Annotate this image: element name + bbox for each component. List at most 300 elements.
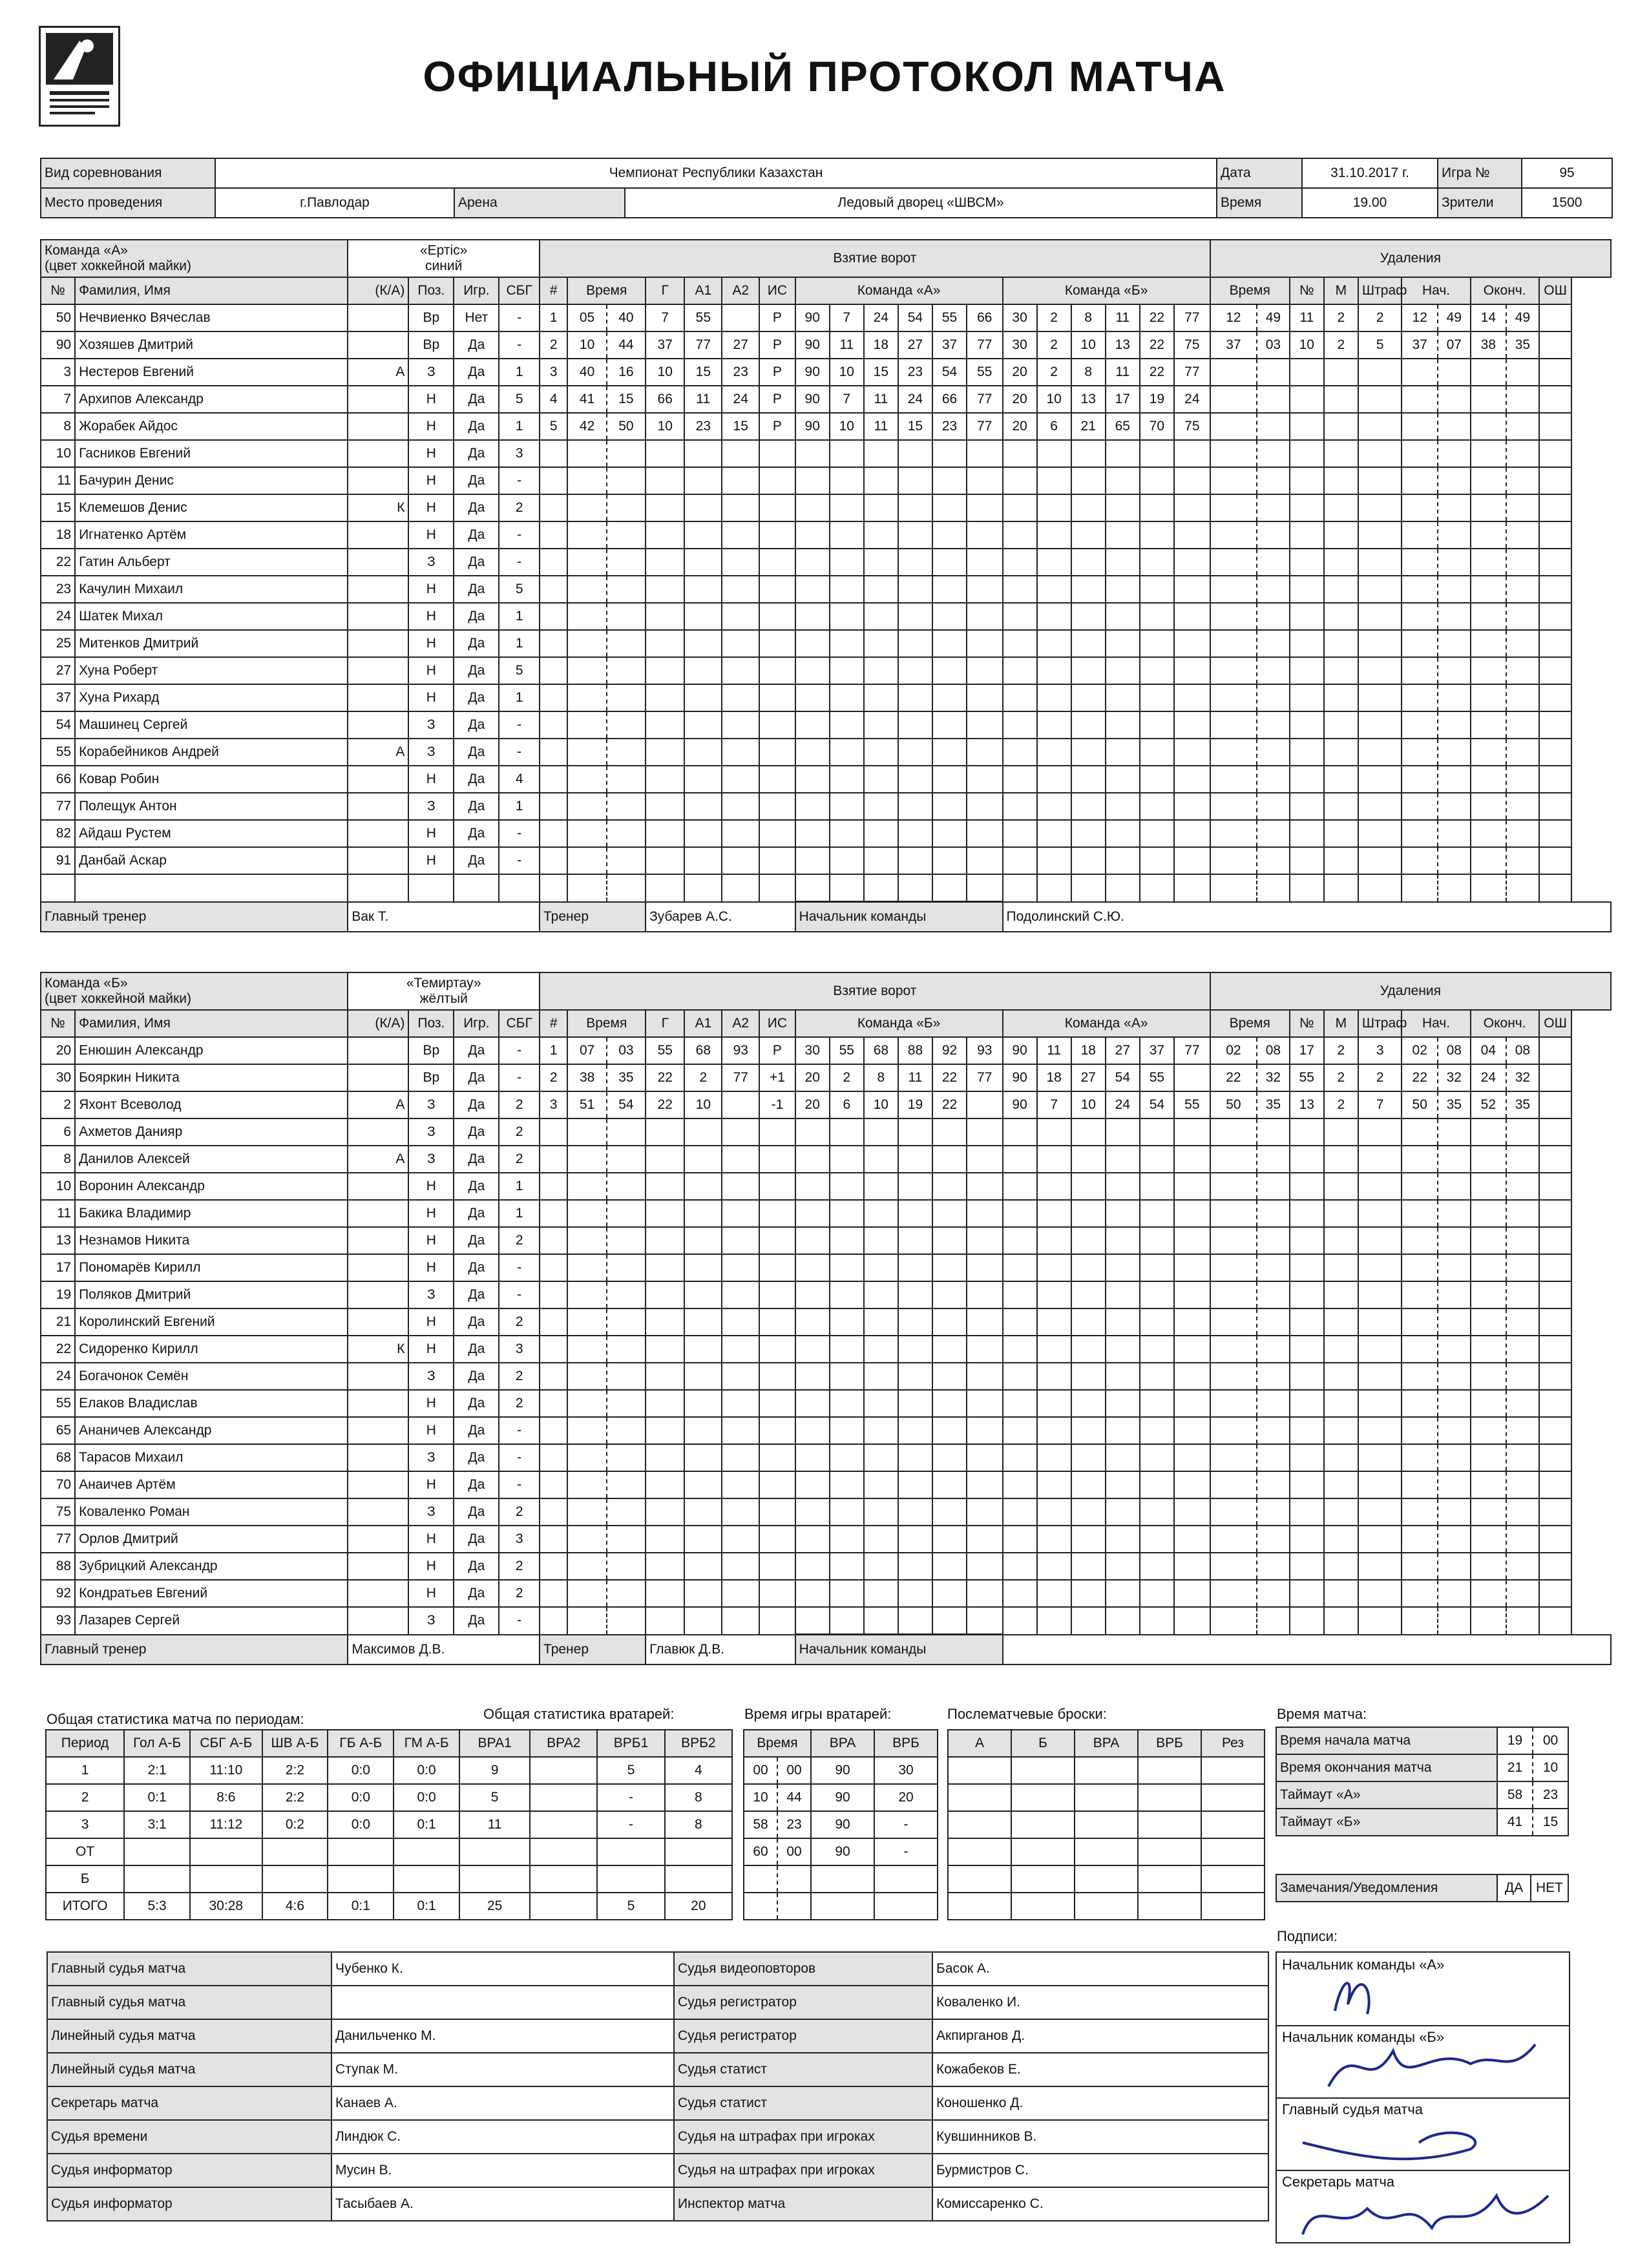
penalty-time-min [1402,576,1437,603]
on-ice-scoring-team [967,1173,1002,1200]
on-ice-scoring-team [932,1173,967,1200]
goal-situation [759,1526,795,1553]
on-ice-scoring-team [830,1146,864,1173]
on-ice-opponent [1140,1118,1174,1146]
player-number: 11 [41,1200,75,1227]
player-position: Н [408,657,454,684]
period-vra1: 25 [459,1893,530,1920]
on-ice-scoring-team [830,766,864,793]
period-sbg: 8:6 [190,1784,262,1811]
player-name: Поляков Дмитрий [75,1281,348,1308]
on-ice-scoring-team [830,1553,864,1580]
on-ice-opponent [1106,874,1140,902]
on-ice-opponent [1071,1444,1106,1471]
penalty-time-min [1210,1281,1257,1308]
goal-number: 4 [540,386,567,413]
on-ice-scoring-team [830,657,864,684]
goal-scorer [646,739,684,766]
gtime-min: 58 [744,1811,777,1838]
period-vrb2 [665,1865,732,1893]
penalty-time-sec [1257,1553,1290,1580]
period-vrb2: 8 [665,1784,732,1811]
penalty-no [1290,874,1324,902]
officials-table [47,1951,1269,2221]
player-position: Н [408,576,454,603]
on-ice-opponent: 10 [1071,1091,1106,1118]
penalty-time-sec [1506,1363,1539,1390]
goal-time-min [567,874,606,902]
penalty-pen [1358,766,1402,793]
on-ice-scoring-team [830,711,864,739]
player-row [41,1580,1611,1607]
goal-time-min [567,1173,606,1200]
on-ice-scoring-team: 30 [795,1037,830,1064]
on-ice-scoring-team: 92 [932,1037,967,1064]
period-vrb1 [597,1838,664,1865]
penalty-time-sec [1438,1444,1471,1471]
player-role [348,1444,408,1471]
goal-assist-2 [722,739,759,766]
player-position: Н [408,1336,454,1363]
on-ice-opponent: 20 [1003,386,1037,413]
penalty-pen [1358,847,1402,874]
head-coach-name: Вак Т. [348,902,540,932]
penalty-time-min [1210,1363,1257,1390]
on-ice-opponent: 27 [1071,1064,1106,1091]
on-ice-scoring-team [898,467,932,494]
match-time-min: 23 [1533,1781,1568,1809]
on-ice-scoring-team [967,1308,1002,1336]
on-ice-opponent [1037,1553,1071,1580]
on-ice-opponent: 6 [1037,413,1071,440]
player-position: Вр [408,1037,454,1064]
penalty-pen [1358,684,1402,711]
player-name: Корабейников Андрей [75,739,348,766]
player-name: Хозяшев Дмитрий [75,331,348,359]
on-ice-opponent: 30 [1003,331,1037,359]
penalty-time-min [1210,549,1257,576]
on-ice-scoring-team [864,1444,898,1471]
on-ice-scoring-team [932,1553,967,1580]
penalty-time-sec [1257,576,1290,603]
penalty-no: 10 [1290,331,1324,359]
goalie-column-header: ВРА2 [530,1730,597,1757]
penalty-time-min [1471,1308,1506,1336]
official-role: Линейный судья матча [47,2019,331,2053]
goal-assist-2 [722,603,759,630]
on-ice-scoring-team: 54 [932,359,967,386]
player-number: 66 [41,766,75,793]
player-position: Н [408,386,454,413]
penalty-m [1324,874,1358,902]
on-ice-scoring-team: 10 [830,359,864,386]
penalty-pen [1358,1390,1402,1417]
goal-number [540,793,567,820]
on-ice-scoring-team [795,820,830,847]
goal-assist-2 [722,1580,759,1607]
penalty-pen [1358,793,1402,820]
on-ice-opponent [1106,521,1140,549]
on-ice-opponent [1003,657,1037,684]
penalty-time-sec [1506,386,1539,413]
penalty-osh [1539,1281,1572,1308]
player-row [41,1498,1611,1526]
on-ice-opponent [1037,684,1071,711]
team-name-cell [348,972,540,1010]
player-shots: - [499,1281,540,1308]
penalty-m [1324,766,1358,793]
on-ice-opponent [1003,1444,1037,1471]
head-coach-name: Максимов Д.В. [348,1635,540,1664]
goal-assist-1 [684,1553,722,1580]
penalty-osh [1539,874,1572,902]
penalty-time-min [1402,1281,1437,1308]
shootout-cell [948,1757,1011,1784]
goal-scorer [646,1227,684,1254]
goal-time-sec [607,630,646,657]
venue-label: Место проведения [41,188,215,218]
on-ice-opponent [1106,494,1140,521]
penalty-no [1290,359,1324,386]
on-ice-scoring-team [864,1308,898,1336]
player-role [348,549,408,576]
official-role: Секретарь матча [47,2086,331,2120]
penalty-osh [1539,549,1572,576]
arena-label: Арена [454,188,625,218]
shootout-cell [1011,1865,1075,1893]
player-name: Ананичев Александр [75,1417,348,1444]
goal-time-sec [607,766,646,793]
on-ice-scoring-team [967,1281,1002,1308]
on-ice-scoring-team: 11 [830,331,864,359]
player-number: 30 [41,1064,75,1091]
player-role: А [348,739,408,766]
player-name: Тарасов Михаил [75,1444,348,1471]
on-ice-opponent [1003,793,1037,820]
on-ice-opponent: 13 [1106,331,1140,359]
column-header: Время [1210,277,1290,304]
player-shots: 2 [499,1146,540,1173]
on-ice-scoring-team [795,1254,830,1281]
penalty-time-sec [1506,684,1539,711]
on-ice-opponent [1003,739,1037,766]
on-ice-opponent [1140,549,1174,576]
goal-assist-1 [684,1336,722,1363]
on-ice-opponent [1003,467,1037,494]
on-ice-scoring-team [795,1173,830,1200]
penalty-pen [1358,603,1402,630]
shootout-cell [1138,1865,1201,1893]
on-ice-scoring-team: 18 [864,331,898,359]
shootout-cell [1138,1893,1201,1920]
player-role [348,576,408,603]
column-header: Штраф [1358,277,1402,304]
on-ice-opponent [1140,1227,1174,1254]
penalty-pen [1358,1308,1402,1336]
goal-situation: Р [759,413,795,440]
player-name: Полещук Антон [75,793,348,820]
on-ice-opponent [1003,1363,1037,1390]
shootout-cell [1011,1811,1075,1838]
goal-time-sec [607,1308,646,1336]
handwritten-signature [1277,1953,1569,2025]
player-shots: 3 [499,440,540,467]
on-ice-scoring-team [967,820,1002,847]
on-ice-scoring-team [898,1553,932,1580]
penalty-time-min [1471,413,1506,440]
player-name: Лазарев Сергей [75,1607,348,1635]
on-ice-scoring-team [795,1363,830,1390]
on-ice-opponent [1037,549,1071,576]
penalty-time-min [1402,359,1437,386]
on-ice-opponent [1174,1417,1210,1444]
jersey-color-label: (цвет хоккейной майки) [45,991,191,1006]
penalty-time-min [1402,386,1437,413]
penalty-time-sec [1506,576,1539,603]
gtime-vra: 90 [811,1838,874,1865]
on-ice-scoring-team [864,1173,898,1200]
period-p: 3 [46,1811,124,1838]
player-position: З [408,1498,454,1526]
goal-scorer [646,1336,684,1363]
on-ice-opponent [1106,1308,1140,1336]
period-gb [328,1865,394,1893]
penalty-time-sec [1257,1580,1290,1607]
goal-time-sec [607,1146,646,1173]
on-ice-scoring-team [898,1227,932,1254]
on-ice-scoring-team [898,549,932,576]
penalty-osh [1539,630,1572,657]
goal-assist-1: 15 [684,359,722,386]
penalty-time-sec [1506,359,1539,386]
penalty-time-sec [1438,657,1471,684]
on-ice-scoring-team [898,576,932,603]
on-ice-opponent [1140,1580,1174,1607]
on-ice-opponent [1037,1200,1071,1227]
goal-assist-1 [684,467,722,494]
penalty-pen: 7 [1358,1091,1402,1118]
player-name: Бачурин Денис [75,467,348,494]
column-header: ОШ [1539,1010,1572,1037]
player-played: Да [454,1118,499,1146]
period-vra2 [530,1784,597,1811]
gtime-sec: 23 [777,1811,811,1838]
on-ice-scoring-team [967,603,1002,630]
on-ice-opponent [1174,711,1210,739]
official-name: Коваленко И. [932,1986,1268,2019]
penalty-pen [1358,630,1402,657]
goal-time-sec [607,1173,646,1200]
player-name: Митенков Дмитрий [75,630,348,657]
goal-situation: Р [759,331,795,359]
player-played: Да [454,1471,499,1498]
penalty-osh [1539,1471,1572,1498]
penalty-pen [1358,874,1402,902]
on-ice-opponent: 77 [1174,1037,1210,1064]
on-ice-scoring-team [932,576,967,603]
on-ice-opponent [1037,467,1071,494]
penalty-time-sec [1438,630,1471,657]
period-row [46,1893,732,1920]
player-shots: 2 [499,1118,540,1146]
penalty-time-min [1210,657,1257,684]
goal-time-sec [607,1200,646,1227]
time-value: 19.00 [1302,188,1438,218]
on-ice-opponent [1003,1146,1037,1173]
goal-time-min [567,739,606,766]
goal-assist-2 [722,1118,759,1146]
penalty-m [1324,1254,1358,1281]
penalty-time-sec [1257,386,1290,413]
on-ice-scoring-team [967,1607,1002,1635]
coach-name: Зубарев А.С. [646,902,795,932]
goal-assist-2 [722,1444,759,1471]
goal-situation [759,1200,795,1227]
period-gm: 0:1 [394,1811,459,1838]
goal-assist-2: 15 [722,413,759,440]
player-role [348,304,408,331]
player-number: 21 [41,1308,75,1336]
on-ice-scoring-team [795,549,830,576]
period-goals: 5:3 [124,1893,190,1920]
official-name: Кувшинников В. [932,2120,1268,2154]
goal-situation [759,1498,795,1526]
goal-assist-2: 93 [722,1037,759,1064]
penalty-time-sec [1257,521,1290,549]
penalty-pen [1358,1118,1402,1146]
period-shv: 0:2 [262,1811,328,1838]
on-ice-opponent [1037,1417,1071,1444]
period-column-header: ГМ А-Б [394,1730,459,1757]
period-vra1 [459,1865,530,1893]
on-ice-opponent [1003,1498,1037,1526]
penalty-time-sec [1257,1363,1290,1390]
penalty-time-sec: 08 [1257,1037,1290,1064]
penalty-time-sec [1438,1308,1471,1336]
penalty-no [1290,413,1324,440]
goal-situation [759,521,795,549]
on-ice-scoring-team [932,684,967,711]
goal-time-min [567,820,606,847]
match-time-min: 15 [1533,1809,1568,1836]
player-row [41,603,1611,630]
penalty-time-min [1471,766,1506,793]
player-number [41,874,75,902]
on-ice-scoring-team [967,1254,1002,1281]
goal-number [540,1363,567,1390]
penalty-time-min [1210,1254,1257,1281]
penalty-time-sec [1506,1417,1539,1444]
on-ice-scoring-team [898,1118,932,1146]
player-row [41,1118,1611,1146]
venue-value: г.Павлодар [215,188,454,218]
on-ice-opponent [1140,1146,1174,1173]
player-role [348,847,408,874]
period-stats-table [45,1729,733,1920]
player-role [348,630,408,657]
goal-number [540,1526,567,1553]
official-name: Акпирганов Д. [932,2019,1268,2053]
competition-label: Вид соревнования [41,158,215,188]
penalty-m [1324,1526,1358,1553]
on-ice-scoring-team [932,820,967,847]
player-role: К [348,494,408,521]
on-ice-opponent [1174,1580,1210,1607]
on-ice-scoring-team: 22 [932,1091,967,1118]
on-ice-opponent [1140,630,1174,657]
goal-number [540,1281,567,1308]
player-number: 82 [41,820,75,847]
goal-time-min: 42 [567,413,606,440]
on-ice-opponent [1037,1118,1071,1146]
on-ice-scoring-team: 11 [864,386,898,413]
goal-assist-1 [684,820,722,847]
penalty-m [1324,494,1358,521]
on-ice-scoring-team [864,1607,898,1635]
goal-number [540,440,567,467]
goal-time-min [567,1336,606,1363]
player-played: Да [454,1173,499,1200]
goal-assist-1: 55 [684,304,722,331]
penalty-time-min [1402,521,1437,549]
match-time-table [1276,1727,1569,1836]
penalty-time-min [1210,1390,1257,1417]
on-ice-opponent [1174,1526,1210,1553]
on-ice-scoring-team [932,874,967,902]
on-ice-scoring-team [898,521,932,549]
on-ice-opponent: 55 [1174,1091,1210,1118]
player-position: Н [408,494,454,521]
player-played: Да [454,1200,499,1227]
penalty-time-sec [1506,1173,1539,1200]
penalty-time-sec [1257,874,1290,902]
penalty-time-sec: 35 [1438,1091,1471,1118]
shootout-cell [1138,1757,1201,1784]
period-vrb1: - [597,1784,664,1811]
goal-time-sec: 44 [607,331,646,359]
goal-situation [759,1444,795,1471]
on-ice-opponent [1037,1336,1071,1363]
penalty-time-min [1210,576,1257,603]
spectators-value: 1500 [1522,188,1612,218]
penalty-time-min [1471,467,1506,494]
on-ice-opponent: 10 [1037,386,1071,413]
player-position: Н [408,1200,454,1227]
on-ice-opponent: 2 [1037,304,1071,331]
penalty-time-sec [1438,1553,1471,1580]
player-shots: - [499,331,540,359]
player-row [41,630,1611,657]
penalty-osh [1539,1227,1572,1254]
penalty-time-sec [1506,440,1539,467]
penalty-osh [1539,1064,1572,1091]
goal-situation [759,576,795,603]
on-ice-scoring-team [864,494,898,521]
goal-assist-2 [722,1336,759,1363]
official-name: Коношенко Д. [932,2086,1268,2120]
on-ice-scoring-team: 10 [864,1091,898,1118]
gtime-min: 10 [744,1784,777,1811]
penalty-time-min [1402,1227,1437,1254]
penalty-time-min [1210,1118,1257,1146]
goal-number [540,1580,567,1607]
on-ice-scoring-team [795,603,830,630]
goal-assist-1 [684,1254,722,1281]
on-ice-scoring-team [932,1471,967,1498]
on-ice-scoring-team [830,1390,864,1417]
player-number: 25 [41,630,75,657]
on-ice-scoring-team [830,1281,864,1308]
